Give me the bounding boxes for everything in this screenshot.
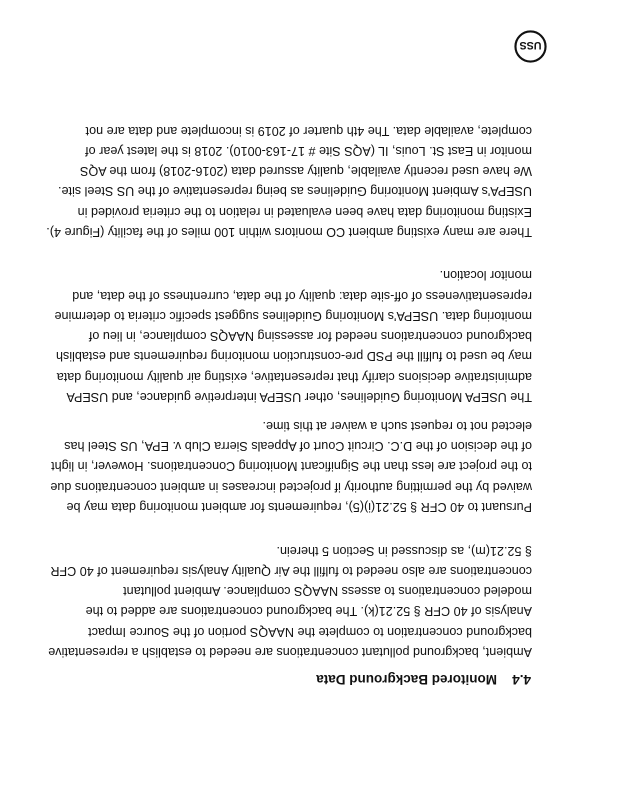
text-line: We have used recently available, quality assured data (2016-2018) from the AQS	[79, 164, 532, 179]
text-line: background concentration to complete the NAAQS portion of the Source Impact	[88, 624, 532, 639]
text-line: Pursuant to 40 CFR § 52.21(i)(5), requirements for ambient monitoring data may be	[66, 500, 532, 514]
uss-logo	[514, 30, 547, 63]
text-line: Ambient, background pollutant concentrations are needed to establish a representative	[48, 645, 532, 659]
text-line: monitor location.	[439, 268, 532, 283]
section-heading	[316, 672, 531, 687]
text-line: USEPA's Ambient Monitoring Guidelines as being representative of the US Steel site.	[58, 184, 532, 199]
text-line: elected not to request such a waiver at this time.	[262, 418, 532, 433]
logo-text: USS	[519, 39, 542, 52]
paragraph-3	[54, 265, 532, 407]
text-line: background concentrations needed for assessing NAAQS compliance, in lieu of	[88, 329, 532, 344]
paragraph-4	[46, 120, 532, 242]
text-line: of the decision of the D.C. Circuit Court of Appeals Sierra Club v. EPA, US Steel has	[64, 439, 532, 454]
text-line: Analysis of 40 CFR § 52.21(k). The background concentrations are added to the	[85, 604, 532, 619]
section-title: Monitored Background Data	[316, 672, 497, 687]
text-line: Existing monitoring data have been evaluated in relation to the criteria provided in	[77, 204, 532, 219]
text-line: representativeness of off-site data: quality of the data, currentness of the data, and	[72, 288, 532, 303]
section-number: 4.4	[512, 672, 531, 687]
text-line: administrative decisions clarify that representative, existing air quality monitoring data	[56, 369, 532, 384]
text-line: modeled concentrations to assess NAAQS compliance. Ambient pollutant	[123, 584, 532, 599]
text-line: monitor in East St. Louis, IL (AQS Site # 17-163-0010). 2018 is the latest year of	[85, 143, 532, 158]
paragraph-1	[48, 540, 532, 662]
text-line: There are many existing ambient CO monitors within 100 miles of the facility (Figure 4).	[46, 225, 532, 239]
text-line: waived by the permitting authority if projected increases in ambient concentrations due	[50, 479, 532, 494]
text-line: to the project are less than the Significant Monitoring Concentrations. However, in light	[51, 459, 532, 474]
text-line: monitoring data. USEPA's Monitoring Guidelines suggest specific criteria to determine	[54, 308, 532, 323]
text-line: The USEPA Monitoring Guidelines, other USEPA interpretive guidance, and USEPA	[66, 390, 532, 404]
text-line: may be used to fulfill the PSD pre-construction monitoring requirements and establish	[55, 349, 532, 364]
paragraph-2	[50, 416, 532, 517]
text-line: complete, available data. The 4th quarter of 2019 is incomplete and data are not	[85, 123, 532, 138]
text-line: concentrations are also needed to fulfill the Air Quality Analysis requirement of 40 CFR	[50, 563, 532, 578]
text-line: § 52.21(m), as discussed in Section 5 therein.	[276, 543, 532, 558]
